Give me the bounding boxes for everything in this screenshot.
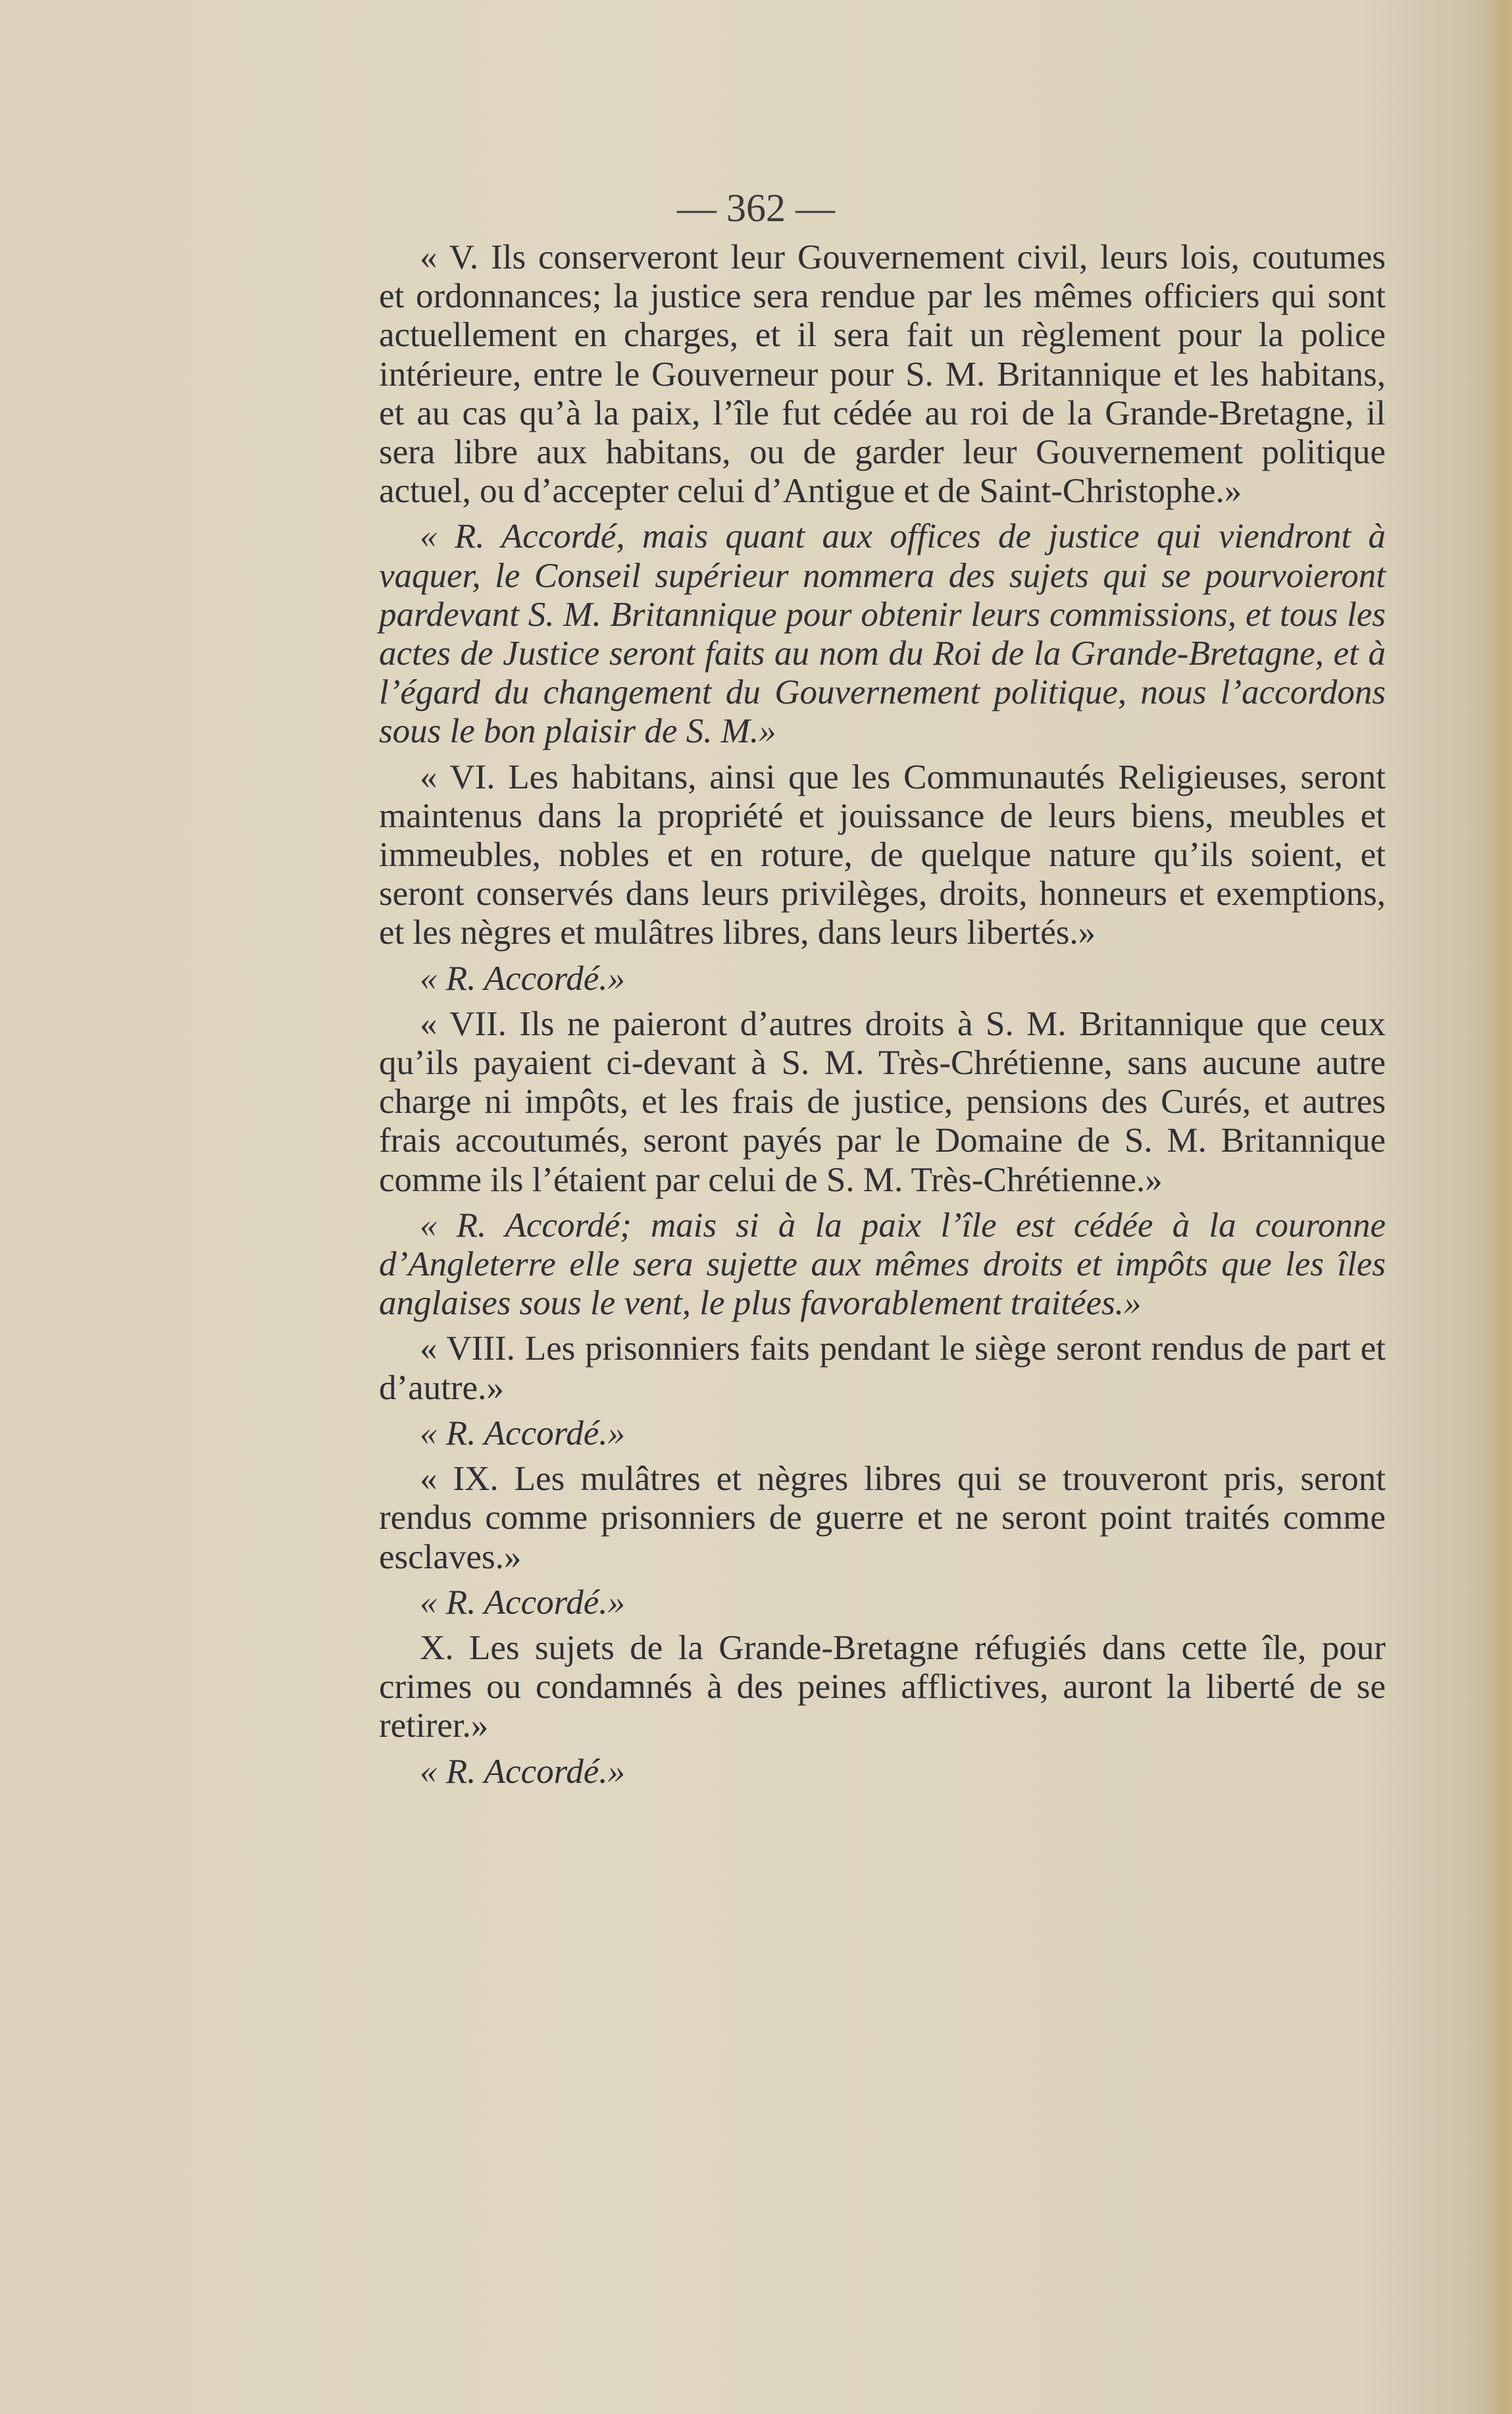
article-vii-response: « R. Accordé; mais si à la paix l’île est cédée à la couronne d’Angleterre elle sera sujette aux mêmes droits et impôts que les îles anglaises sous le vent, le plus favorablement traitées.» bbox=[379, 1206, 1386, 1323]
page-edge-shadow bbox=[1488, 0, 1512, 2414]
article-x-response: « R. Accordé.» bbox=[420, 1752, 626, 1791]
page-number: — 362 — bbox=[677, 186, 835, 230]
article-ix-response: « R. Accordé.» bbox=[420, 1583, 626, 1622]
article-v-response: « R. Accordé, mais quant aux offices de justice qui viendront à vaquer, le Conseil supérieur nommera des sujets qui se pourvoieront pardevant S. M. Britannique pour obtenir leurs commissions, et tous les actes de Justice seront faits au nom du Roi de la Grande-Bretagne, et à l’égard du changement du Gouvernement politique, nous l’accordons sous le bon plaisir de S. M.» bbox=[379, 517, 1386, 751]
article-vii-paragraph: « VII. Ils ne paieront d’autres droits à S. M. Britannique que ceux qu’ils payaient ci-devant à S. M. Très-Chrétienne, sans aucune autre charge ni impôts, et les frais de justice, pensions des Curés, et autres frais accoutumés, seront payés par le Domaine de S. M. Britannique comme ils l’étaient par celui de S. M. Très-Chrétienne.» bbox=[379, 1004, 1386, 1199]
article-ix-paragraph: « IX. Les mulâtres et nègres libres qui se trouveront pris, seront rendus comme prisonniers de guerre et ne seront point traités comme esclaves.» bbox=[379, 1460, 1386, 1576]
body-text bbox=[379, 238, 1386, 1798]
article-viii-response: « R. Accordé.» bbox=[420, 1414, 626, 1452]
article-vi-paragraph: « VI. Les habitans, ainsi que les Communautés Religieuses, seront maintenus dans la propriété et jouissance de leurs biens, meubles et immeubles, nobles et en roture, de quelque nature qu’ils soient, et seront conservés dans leurs privilèges, droits, honneurs et exemptions, et les nègres et mulâtres libres, dans leurs libertés.» bbox=[379, 758, 1386, 952]
article-v-paragraph: « V. Ils conserveront leur Gouvernement civil, leurs lois, coutumes et ordonnances; la justice sera rendue par les mêmes officiers qui sont actuellement en charges, et il sera fait un règlement pour la police intérieure, entre le Gouverneur pour S. M. Britannique et les habitans, et au cas qu’à la paix, l’île fut cédée au roi de la Grande-Bretagne, il sera libre aux habitans, ou de garder leur Gouvernement politique actuel, ou d’accepter celui d’Antigue et de Saint-Christophe.» bbox=[379, 238, 1386, 511]
article-vi-response: « R. Accordé.» bbox=[420, 959, 626, 998]
article-x-paragraph: X. Les sujets de la Grande-Bretagne réfugiés dans cette île, pour crimes ou condamnés à des peines afflictives, auront la liberté de se retirer.» bbox=[379, 1628, 1386, 1745]
article-viii-paragraph: « VIII. Les prisonniers faits pendant le siège seront rendus de part et d’autre.» bbox=[379, 1329, 1386, 1407]
